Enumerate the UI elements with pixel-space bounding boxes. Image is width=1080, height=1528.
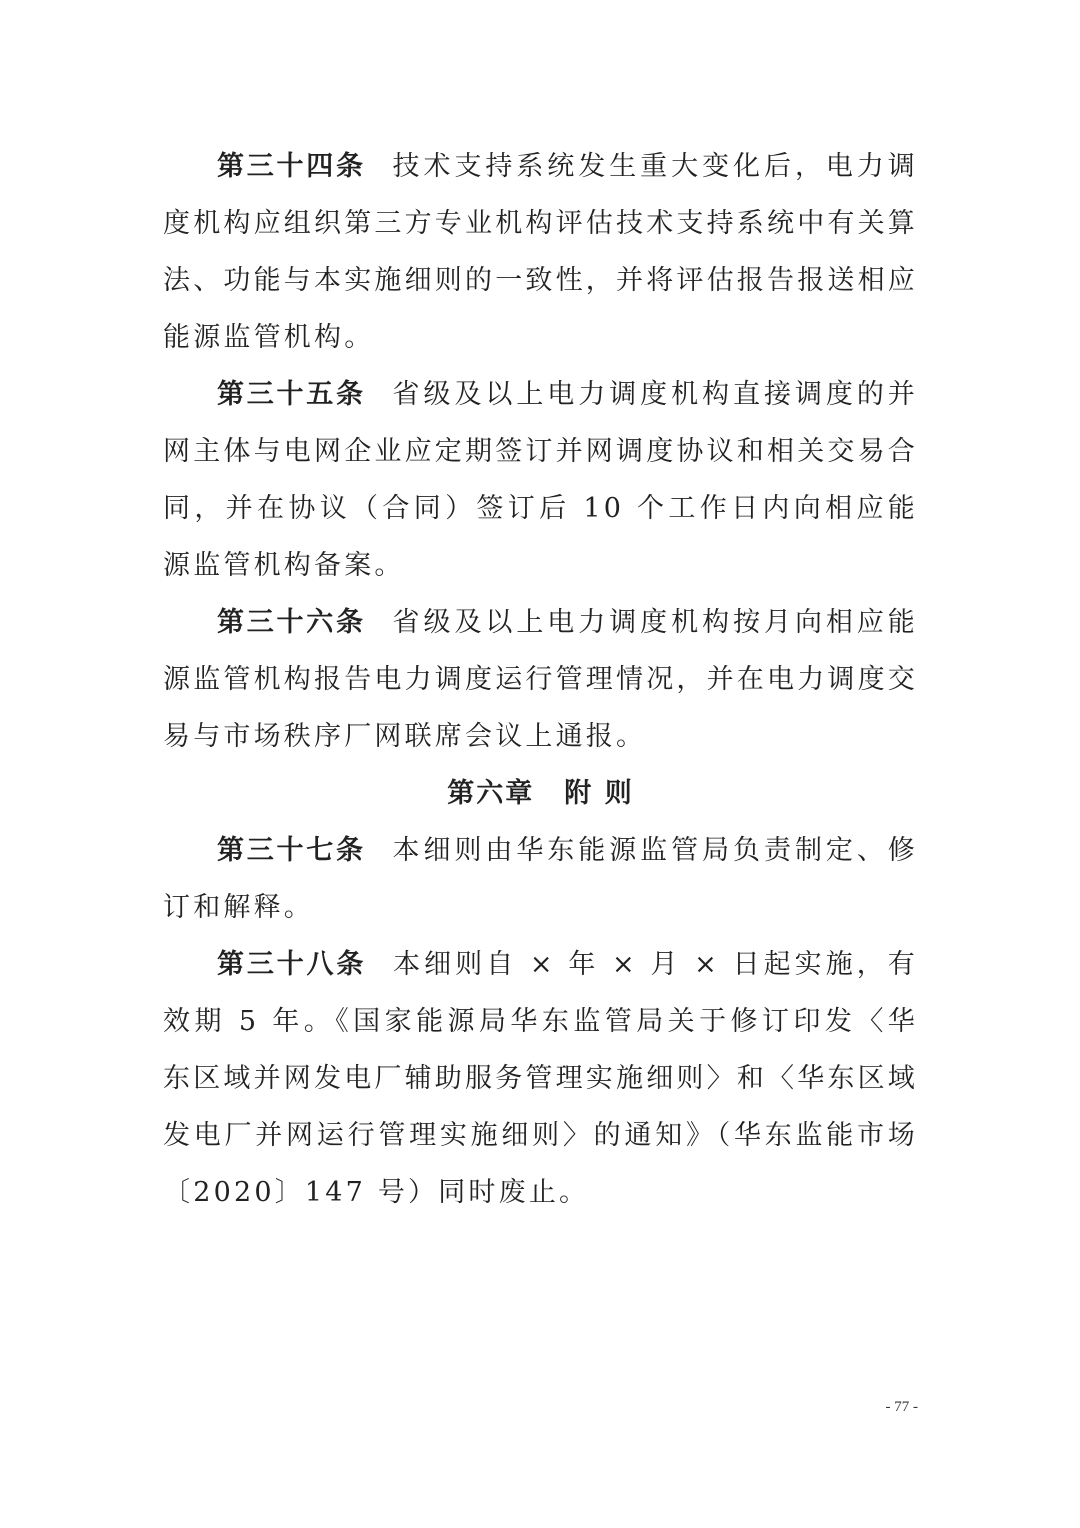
article-text: 本细则由华东能源监管局负责制定、修订和解释。 [163,835,919,923]
article-text: 技术支持系统发生重大变化后，电力调度机构应组织第三方专业机构评估技术支持系统中有关算法、功能与本实施细则的一致性，并将评估报告报送相应能源监管机构。 [163,151,919,353]
article-35 [163,366,918,594]
article-34 [163,138,918,366]
page-number: - 77 - [885,1399,918,1415]
chapter-number: 第六章 [447,778,535,809]
article-label: 第三十八条 [217,949,367,980]
chapter-heading [163,765,918,822]
article-38 [163,936,918,1221]
article-text: 省级及以上电力调度机构直接调度的并网主体与电网企业应定期签订并网调度协议和相关交易合同，并在协议（合同）签订后 10 个工作日内向相应能源监管机构备案。 [163,379,919,581]
article-text: 本细则自 × 年 × 月 × 日起实施，有效期 5 年。《国家能源局华东监管局关于修订印发〈华东区域并网发电厂辅助服务管理实施细则〉和〈华东区域发电厂并网运行管理实施细则〉的通知》（华东监能市场〔2020〕147 号）同时废止。 [163,949,918,1208]
article-37 [163,822,918,936]
article-label: 第三十四条 [217,151,366,182]
article-36 [163,594,918,765]
article-label: 第三十六条 [217,607,366,638]
page-body [163,138,918,1221]
article-label: 第三十五条 [217,379,366,410]
chapter-title: 附 则 [564,778,634,809]
article-text: 省级及以上电力调度机构按月向相应能源监管机构报告电力调度运行管理情况，并在电力调度交易与市场秩序厂网联席会议上通报。 [163,607,919,752]
article-label: 第三十七条 [217,835,366,866]
